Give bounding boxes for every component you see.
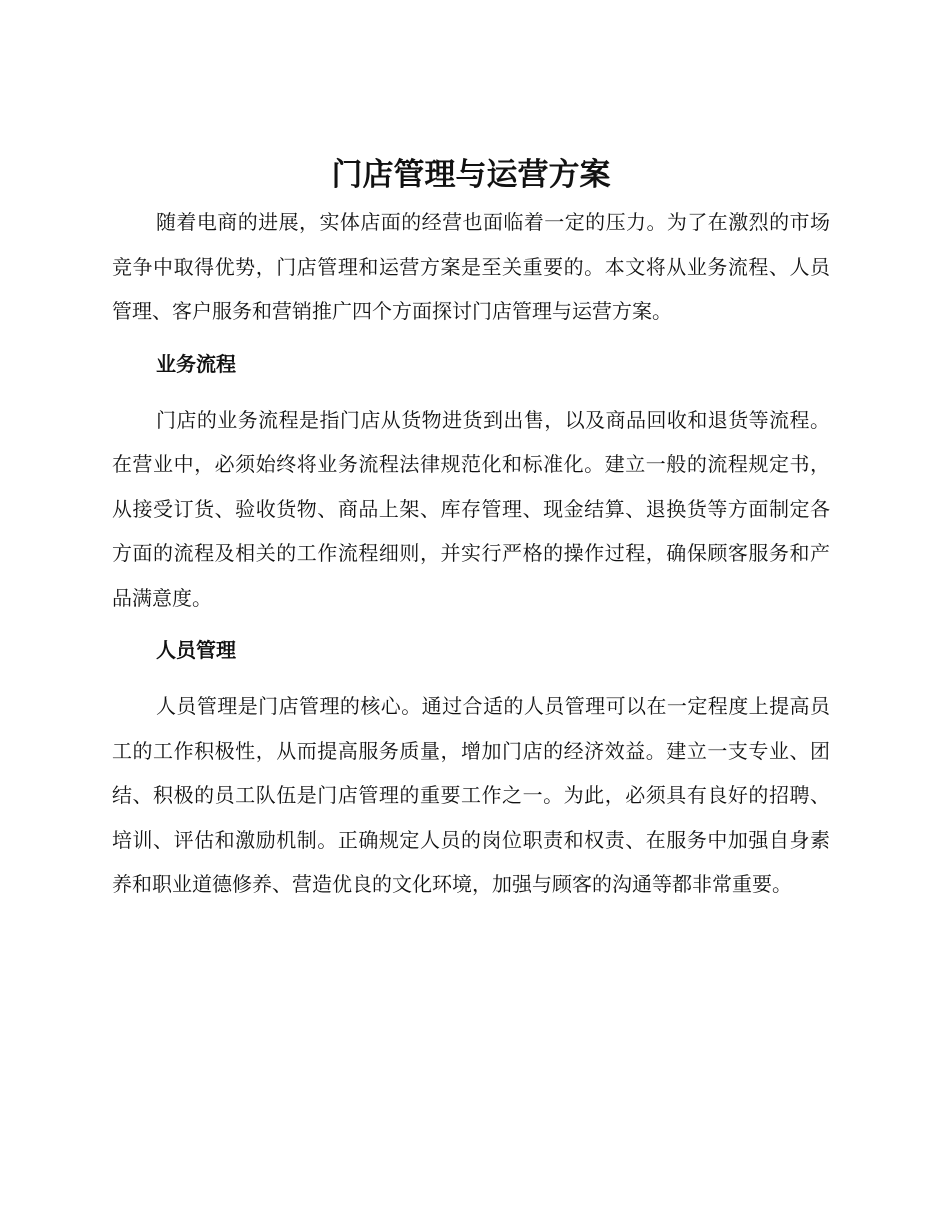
- section-heading: 业务流程: [156, 351, 236, 376]
- section-paragraph: 门店的业务流程是指门店从货物进货到出售，以及商品回收和退货等流程。在营业中，必须始终将业务流程法律规范化和标准化。建立一般的流程规定书，从接受订货、验收货物、商品上架、库存管理、现金结算、退换货等方面制定各方面的流程及相关的工作流程细则，并实行严格的操作过程，确保顾客服务和产品满意度。: [112, 407, 830, 610]
- document-title: 门店管理与运营方案: [331, 157, 611, 193]
- intro-paragraph: 随着电商的进展，实体店面的经营也面临着一定的压力。为了在激烈的市场竞争中取得优势，门店管理和运营方案是至关重要的。本文将从业务流程、人员管理、客户服务和营销推广四个方面探讨门店管理与运营方案。: [112, 210, 830, 323]
- section-heading: 人员管理: [156, 638, 236, 662]
- section-business-process: [112, 342, 830, 621]
- section-paragraph: 人员管理是门店管理的核心。通过合适的人员管理可以在一定程度上提高员工的工作积极性，从而提高服务质量，增加门店的经济效益。建立一支专业、团结、积极的员工队伍是门店管理的重要工作之一。为此，必须具有良好的招聘、培训、评估和激励机制。正确规定人员的岗位职责和权责、在服务中加强自身素养和职业道德修养、营造优良的文化环境，加强与顾客的沟通等都非常重要。: [112, 694, 830, 896]
- section-personnel-management: [112, 628, 830, 907]
- document-page: [112, 150, 830, 907]
